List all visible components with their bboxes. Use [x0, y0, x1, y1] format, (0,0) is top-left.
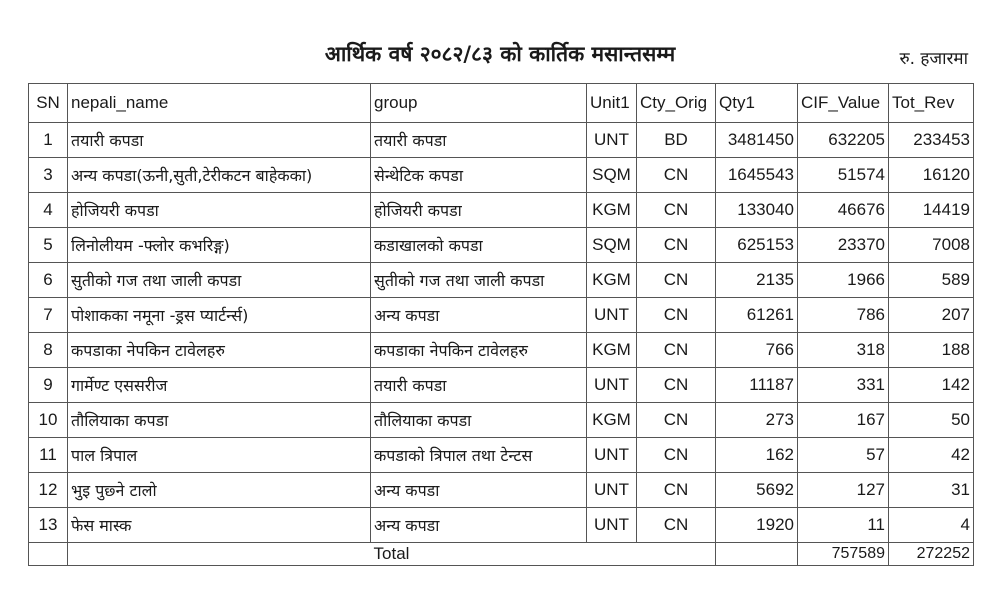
cell-nepali-name: तयारी कपडा: [68, 123, 371, 158]
total-tot-rev: 272252: [889, 543, 974, 566]
table-row: [29, 508, 974, 543]
cell-country: CN: [637, 403, 716, 438]
cell-unit: KGM: [587, 193, 637, 228]
cell-country: CN: [637, 368, 716, 403]
total-row: [29, 543, 974, 566]
cell-unit: KGM: [587, 333, 637, 368]
cell-qty: 766: [716, 333, 798, 368]
cell-group: तयारी कपडा: [371, 123, 587, 158]
cell-group: सेन्थेटिक कपडा: [371, 158, 587, 193]
cell-nepali-name: लिनोलीयम -फ्लोर कभरिङ्ग): [68, 228, 371, 263]
cell-nepali-name: सुतीको गज तथा जाली कपडा: [68, 263, 371, 298]
cell-group: कडाखालको कपडा: [371, 228, 587, 263]
cell-group: तौलियाका कपडा: [371, 403, 587, 438]
cell-country: CN: [637, 333, 716, 368]
table-row: [29, 123, 974, 158]
cell-unit: UNT: [587, 123, 637, 158]
cell-qty: 625153: [716, 228, 798, 263]
cell-tot-rev: 31: [889, 473, 974, 508]
cell-country: CN: [637, 473, 716, 508]
cell-country: CN: [637, 508, 716, 543]
cell-sn: 1: [29, 123, 68, 158]
col-header-unit: Unit1: [587, 84, 637, 123]
cell-group: तयारी कपडा: [371, 368, 587, 403]
cell-cif-value: 127: [798, 473, 889, 508]
cell-qty: 11187: [716, 368, 798, 403]
cell-tot-rev: 589: [889, 263, 974, 298]
cell-unit: KGM: [587, 403, 637, 438]
cell-country: CN: [637, 158, 716, 193]
customs-table: [28, 83, 974, 566]
col-header-sn: SN: [29, 84, 68, 123]
cell-tot-rev: 142: [889, 368, 974, 403]
cell-group: अन्य कपडा: [371, 508, 587, 543]
cell-unit: KGM: [587, 263, 637, 298]
cell-sn: 3: [29, 158, 68, 193]
cell-nepali-name: गार्मेण्ट एससरीज: [68, 368, 371, 403]
cell-group: होजियरी कपडा: [371, 193, 587, 228]
cell-unit: SQM: [587, 158, 637, 193]
cell-qty: 2135: [716, 263, 798, 298]
unit-note: रु. हजारमा: [899, 49, 968, 69]
cell-sn: 5: [29, 228, 68, 263]
col-header-group: group: [371, 84, 587, 123]
col-header-country: Cty_Orig: [637, 84, 716, 123]
table-row: [29, 158, 974, 193]
total-blank: [716, 543, 798, 566]
total-cif-value: 757589: [798, 543, 889, 566]
cell-tot-rev: 50: [889, 403, 974, 438]
cell-country: CN: [637, 263, 716, 298]
cell-nepali-name: फेस मास्क: [68, 508, 371, 543]
cell-unit: UNT: [587, 508, 637, 543]
cell-tot-rev: 233453: [889, 123, 974, 158]
cell-sn: 11: [29, 438, 68, 473]
cell-sn: 8: [29, 333, 68, 368]
cell-nepali-name: अन्य कपडा(ऊनी,सुती,टेरीकटन बाहेकका): [68, 158, 371, 193]
cell-sn: 7: [29, 298, 68, 333]
table-row: [29, 473, 974, 508]
cell-nepali-name: भुइ पुछ्ने टालो: [68, 473, 371, 508]
cell-cif-value: 167: [798, 403, 889, 438]
cell-cif-value: 318: [798, 333, 889, 368]
cell-cif-value: 57: [798, 438, 889, 473]
cell-group: अन्य कपडा: [371, 298, 587, 333]
cell-cif-value: 46676: [798, 193, 889, 228]
cell-qty: 273: [716, 403, 798, 438]
col-header-cif-value: CIF_Value: [798, 84, 889, 123]
cell-qty: 133040: [716, 193, 798, 228]
cell-country: CN: [637, 438, 716, 473]
cell-country: CN: [637, 298, 716, 333]
cell-sn: 13: [29, 508, 68, 543]
cell-unit: UNT: [587, 298, 637, 333]
cell-cif-value: 51574: [798, 158, 889, 193]
cell-cif-value: 1966: [798, 263, 889, 298]
total-blank: [29, 543, 68, 566]
col-header-tot-rev: Tot_Rev: [889, 84, 974, 123]
cell-qty: 1920: [716, 508, 798, 543]
cell-sn: 9: [29, 368, 68, 403]
table-row: [29, 333, 974, 368]
cell-cif-value: 786: [798, 298, 889, 333]
col-header-qty: Qty1: [716, 84, 798, 123]
cell-cif-value: 632205: [798, 123, 889, 158]
cell-qty: 61261: [716, 298, 798, 333]
table-row: [29, 368, 974, 403]
cell-cif-value: 11: [798, 508, 889, 543]
cell-tot-rev: 188: [889, 333, 974, 368]
cell-sn: 12: [29, 473, 68, 508]
cell-nepali-name: कपडाका नेपकिन टावेलहरु: [68, 333, 371, 368]
cell-qty: 5692: [716, 473, 798, 508]
cell-nepali-name: पाल त्रिपाल: [68, 438, 371, 473]
cell-tot-rev: 42: [889, 438, 974, 473]
table-row: [29, 263, 974, 298]
cell-country: BD: [637, 123, 716, 158]
cell-nepali-name: पोशाकका नमूना -ड्रस प्यार्टर्न्स): [68, 298, 371, 333]
cell-nepali-name: तौलियाका कपडा: [68, 403, 371, 438]
cell-sn: 4: [29, 193, 68, 228]
cell-sn: 6: [29, 263, 68, 298]
cell-sn: 10: [29, 403, 68, 438]
cell-tot-rev: 14419: [889, 193, 974, 228]
cell-group: सुतीको गज तथा जाली कपडा: [371, 263, 587, 298]
cell-nepali-name: होजियरी कपडा: [68, 193, 371, 228]
cell-country: CN: [637, 193, 716, 228]
cell-qty: 162: [716, 438, 798, 473]
cell-tot-rev: 7008: [889, 228, 974, 263]
table-row: [29, 298, 974, 333]
cell-tot-rev: 16120: [889, 158, 974, 193]
table-row: [29, 228, 974, 263]
cell-qty: 1645543: [716, 158, 798, 193]
cell-group: कपडाको त्रिपाल तथा टेन्टस: [371, 438, 587, 473]
report-title: आर्थिक वर्ष २०८२/८३ को कार्तिक मसान्तसम्म: [324, 42, 676, 66]
cell-unit: UNT: [587, 473, 637, 508]
table-row: [29, 438, 974, 473]
cell-tot-rev: 207: [889, 298, 974, 333]
header-row: [29, 84, 974, 123]
col-header-nepali-name: nepali_name: [68, 84, 371, 123]
table-row: [29, 193, 974, 228]
cell-unit: SQM: [587, 228, 637, 263]
cell-unit: UNT: [587, 438, 637, 473]
cell-unit: UNT: [587, 368, 637, 403]
cell-tot-rev: 4: [889, 508, 974, 543]
cell-group: अन्य कपडा: [371, 473, 587, 508]
table-row: [29, 403, 974, 438]
cell-cif-value: 23370: [798, 228, 889, 263]
cell-country: CN: [637, 228, 716, 263]
cell-qty: 3481450: [716, 123, 798, 158]
cell-group: कपडाका नेपकिन टावेलहरु: [371, 333, 587, 368]
total-label: Total: [68, 543, 716, 566]
cell-cif-value: 331: [798, 368, 889, 403]
